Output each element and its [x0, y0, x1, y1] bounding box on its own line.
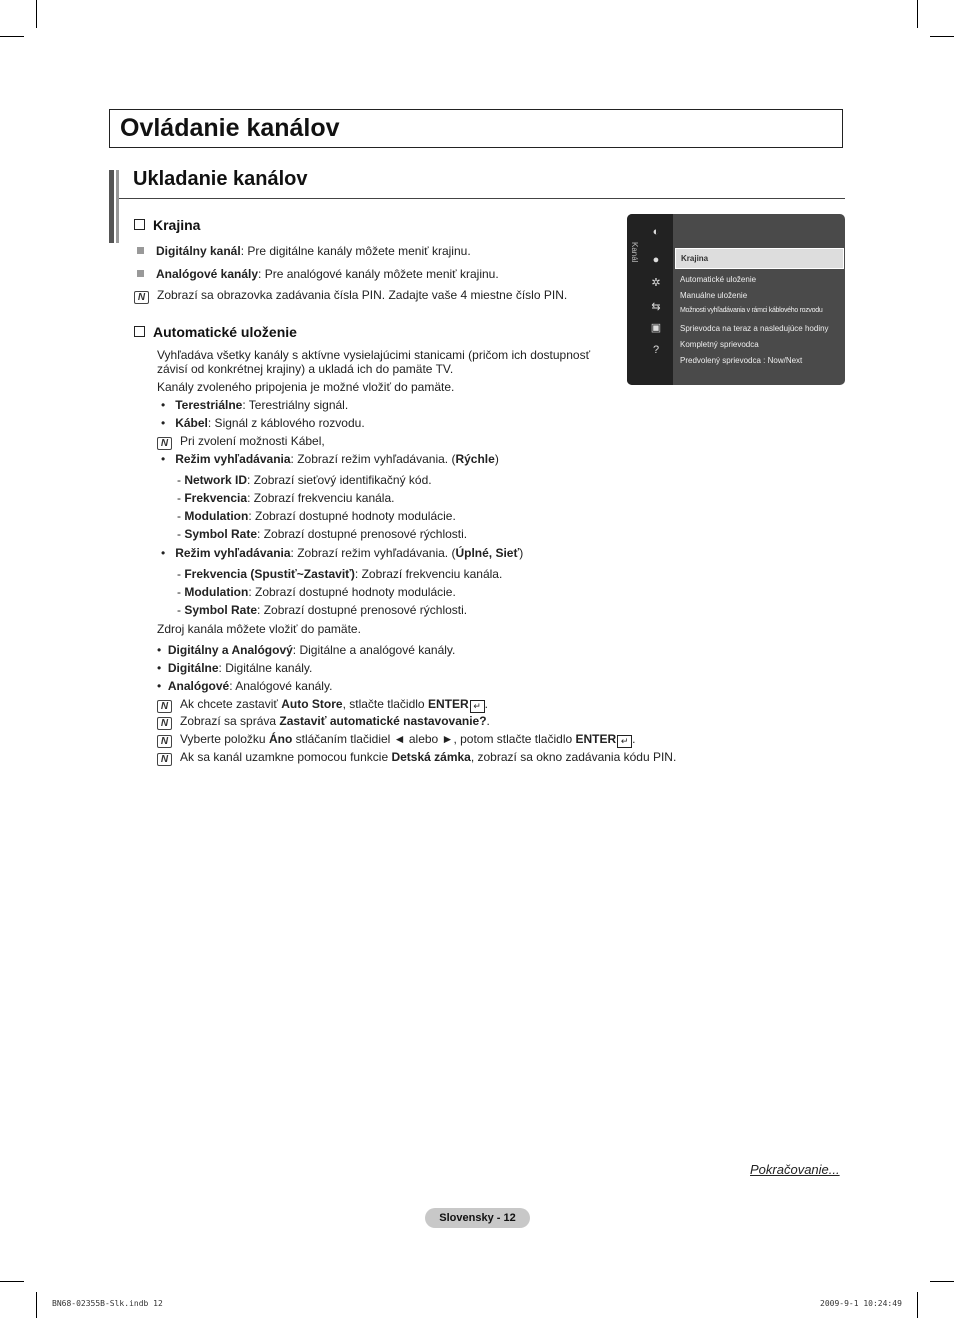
tv-menu-selected-item: Krajina [675, 248, 844, 269]
page-title-box [109, 109, 843, 148]
list-item: - Symbol Rate: Zobrazí dostupné prenosové rýchlosti. [177, 603, 468, 617]
paragraph: Kanály zvoleného pripojenia je možné vložiť do pamäte. [157, 380, 455, 394]
note-icon: N [157, 717, 172, 730]
list-item: • Terestriálne: Terestriálny signál. [161, 398, 349, 412]
settings-icon: ✲ [651, 277, 661, 289]
tv-menu-item: Sprievodca na teraz a nasledujúce hodiny [680, 324, 829, 333]
crop-mark [930, 36, 954, 37]
list-item: - Frekvencia: Zobrazí frekvenciu kanála. [177, 491, 395, 505]
tv-menu-item: Možnosti vyhľadávania v rámci káblového rozvodu [680, 307, 823, 314]
square-bullet-icon [137, 270, 144, 277]
page-number-badge: Slovensky - 12 [425, 1208, 530, 1228]
crop-mark [0, 36, 24, 37]
note-icon: N [134, 291, 149, 304]
note: N Ak sa kanál uzamkne pomocou funkcie Detská zámka, zobrazí sa okno zadávania kódu PIN. [157, 748, 676, 766]
checkbox-bullet-icon [134, 219, 145, 230]
list-item: • Analógové: Analógové kanály. [157, 679, 333, 693]
section-bar [116, 170, 119, 243]
tv-menu-side-label: Kanál [630, 242, 639, 263]
list-item: Analógové kanály: Pre analógové kanály môžete meniť krajinu. [137, 265, 499, 283]
list-item: Digitálny kanál: Pre digitálne kanály môžete meniť krajinu. [137, 242, 471, 260]
list-item: • Režim vyhľadávania: Zobrazí režim vyhľadávania. (Rýchle) [161, 452, 499, 466]
tv-menu-screenshot [627, 214, 845, 385]
checkbox-bullet-icon [134, 326, 145, 337]
krajina-heading: Krajina [134, 217, 200, 233]
note: N Vyberte položku Áno stláčaním tlačidiel ◄ alebo ►, potom stlačte tlačidlo ENTER ↵ . [157, 730, 636, 748]
note: N Zobrazí sa správa Zastaviť automatické nastavovanie?. [157, 712, 490, 730]
note: N Zobrazí sa obrazovka zadávania čísla PIN. Zadajte vaše 4 miestne číslo PIN. [134, 286, 567, 304]
note: N Pri zvolení možnosti Kábel, [157, 432, 325, 450]
paragraph: Zdroj kanála môžete vložiť do pamäte. [157, 622, 361, 636]
continue-link: Pokračovanie... [750, 1162, 840, 1177]
list-item: - Frekvencia (Spustiť~Zastaviť): Zobrazí frekvenciu kanála. [177, 567, 503, 581]
list-item: - Symbol Rate: Zobrazí dostupné prenosové rýchlosti. [177, 527, 468, 541]
auto-store-heading: Automatické uloženie [134, 324, 297, 340]
crop-mark [930, 1281, 954, 1282]
list-item: • Režim vyhľadávania: Zobrazí režim vyhľadávania. (Úplné, Sieť) [161, 546, 524, 560]
square-bullet-icon [137, 247, 144, 254]
application-icon: ▣ [650, 322, 662, 334]
tv-menu-item: Kompletný sprievodca [680, 340, 759, 349]
enter-key-icon: ↵ [470, 700, 485, 713]
tv-menu-item: Predvolený sprievodca : Now/Next [680, 356, 803, 365]
channel-icon: ● [652, 254, 660, 266]
note-icon: N [157, 437, 172, 450]
list-item: - Modulation: Zobrazí dostupné hodnoty modulácie. [177, 585, 456, 599]
tv-menu-item: Manuálne uloženie [680, 291, 748, 300]
section-bar [109, 170, 114, 243]
paragraph: Vyhľadáva všetky kanály s aktívne vysielajúcimi stanicami (pričom ich dostupnosť [157, 348, 591, 362]
section-divider [119, 198, 845, 199]
list-item: - Network ID: Zobrazí sieťový identifikačný kód. [177, 473, 432, 487]
crop-mark [36, 1292, 37, 1318]
enter-key-icon: ↵ [617, 735, 632, 748]
list-item: • Digitálny a Analógový: Digitálne a analógové kanály. [157, 643, 456, 657]
crop-mark [36, 0, 37, 28]
note: N Ak chcete zastaviť Auto Store, stlačte tlačidlo ENTER ↵ . [157, 695, 488, 713]
note-icon: N [157, 735, 172, 748]
footer-file-info: BN68-02355B-Slk.indb 12 [52, 1299, 163, 1308]
tv-menu-sidebar [627, 214, 673, 385]
crop-mark [917, 0, 918, 28]
section-title: Ukladanie kanálov [133, 168, 308, 190]
list-item: • Digitálne: Digitálne kanály. [157, 661, 313, 675]
paragraph: závisí od konkrétnej krajiny) a ukladá ich do pamäte TV. [157, 362, 454, 376]
support-icon: ? [652, 344, 660, 356]
input-icon: ⇆ [651, 301, 661, 313]
note-icon: N [157, 700, 172, 713]
note-icon: N [157, 753, 172, 766]
crop-mark [0, 1281, 24, 1282]
crop-mark [917, 1292, 918, 1318]
picture-icon: ◐ [652, 226, 660, 238]
list-item: • Kábel: Signál z káblového rozvodu. [161, 416, 365, 430]
footer-timestamp: 2009-9-1 10:24:49 [820, 1299, 902, 1308]
list-item: - Modulation: Zobrazí dostupné hodnoty modulácie. [177, 509, 456, 523]
tv-menu-item: Automatické uloženie [680, 275, 757, 284]
page-title: Ovládanie kanálov [120, 114, 340, 142]
